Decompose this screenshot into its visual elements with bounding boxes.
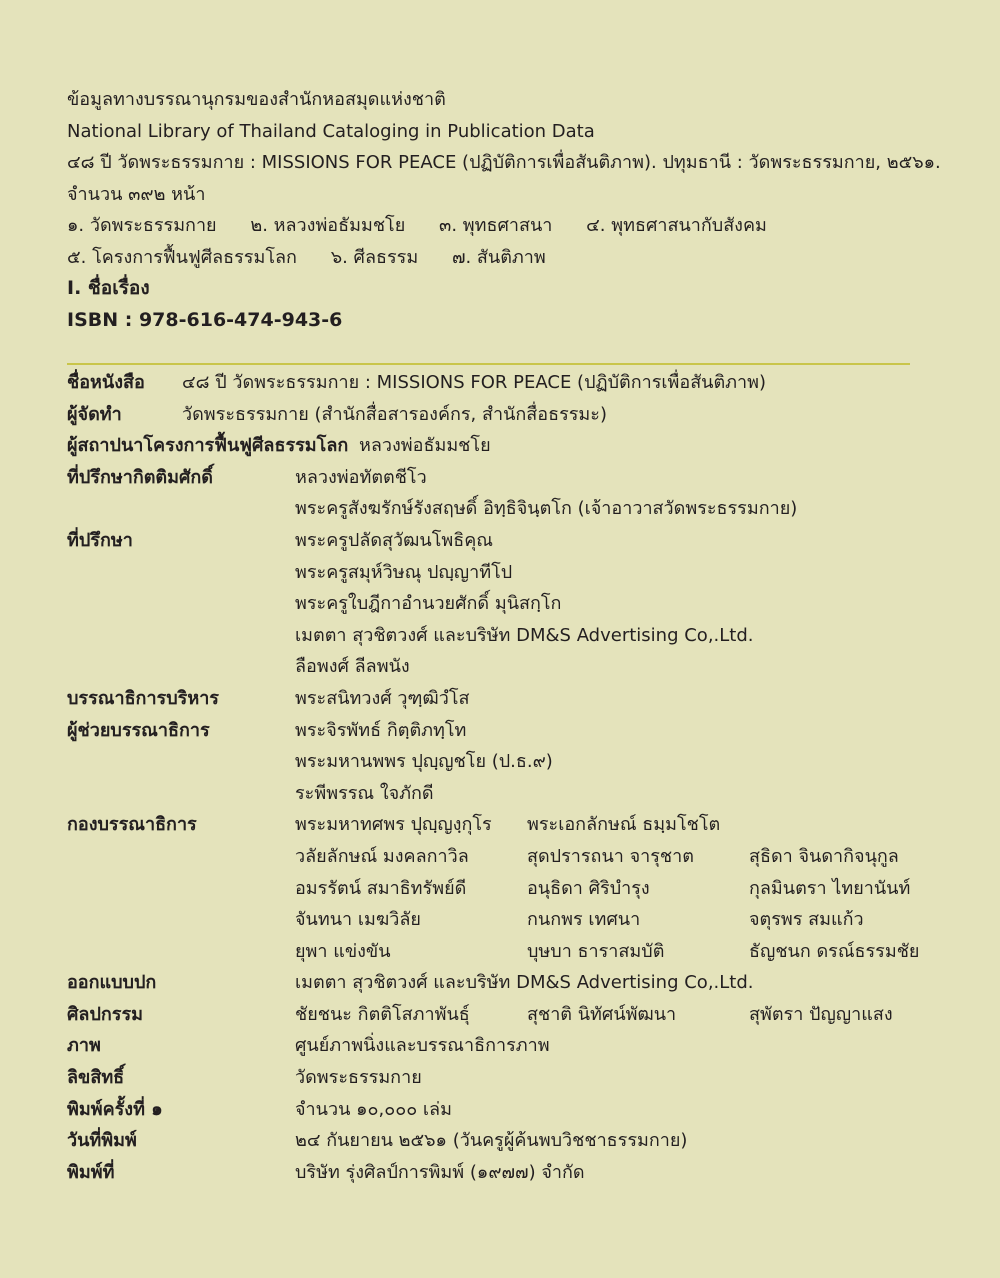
credit-label: บรรณาธิการบริหาร [67,687,219,709]
subject-item: ๖. ศีลธรรม [330,246,419,268]
cip-subjects-row-2 [67,242,947,274]
credit-row-founder [67,430,947,462]
credit-value: ระพีพรรณ ใจภักดี [295,782,434,804]
credit-value: พระสนิทวงศ์ วุฑฺฒิวํโส [295,687,470,709]
divider [67,363,910,365]
credit-row-producer [67,399,947,431]
credit-row-cover-design [67,967,947,999]
credit-row-continued [67,873,947,905]
credit-value: วลัยลักษณ์ มงคลกาวิล [295,845,469,867]
credit-row-editorial-board [67,809,947,841]
credit-row-honorary-advisors [67,462,947,494]
credit-row-printer [67,1157,947,1189]
credit-value: พระครูปลัดสุวัฒนโพธิคุณ [295,529,493,551]
credit-value: หลวงพ่อธัมมชโย [359,435,491,457]
credit-row-print-date [67,1125,947,1157]
credit-row-copyright [67,1062,947,1094]
credit-label: ชื่อหนังสือ [67,372,145,393]
credit-label: ที่ปรึกษากิตติมศักดิ์ [67,466,213,488]
subject-item: ๓. พุทธศาสนา [439,215,553,236]
cip-pages: จำนวน ๓๙๒ หน้า [67,183,206,205]
credit-value: พระมหานพพร ปุญฺญชโย (ป.ธ.๙) [295,751,553,773]
credit-value: พระมหาทศพร ปุญฺญงฺกุโร [295,814,492,836]
credit-row-continued [67,651,947,683]
credit-label: ผู้จัดทำ [67,403,122,425]
credit-label: กองบรรณาธิการ [67,814,197,836]
subject-item: ๕. โครงการฟื้นฟูศีลธรรมโลก [67,246,297,268]
credit-value: จันทนา เมฆวิลัย [295,909,421,931]
credit-row-asst-editor [67,715,947,747]
cip-heading-english: National Library of Thailand Cataloging in Publication Data [67,120,595,142]
credit-value: จำนวน ๑๐,๐๐๐ เล่ม [295,1098,452,1120]
credit-value: ยุพา แข่งขัน [295,940,391,962]
credit-value: สุชาติ นิทัศน์พัฒนา [527,1003,677,1025]
credit-value: เมตตา สุวชิตวงศ์ และบริษัท DM&S Advertising Co,.Ltd. [295,624,754,646]
subject-item: ๔. พุทธศาสนากับสังคม [586,215,767,236]
cip-heading-thai: ข้อมูลทางบรรณานุกรมของสำนักหอสมุดแห่งชาติ [67,89,446,110]
credit-value: ธัญชนก ดรณ์ธรรมชัย [749,940,920,962]
cip-title-heading: I. ชื่อเรื่อง [67,277,150,299]
credit-value: บุษบา ธาราสมบัติ [527,940,665,962]
credit-value: ๒๔ กันยายน ๒๕๖๑ (วันครูผู้ค้นพบวิชชาธรรมกาย) [295,1130,688,1152]
subject-item: ๒. หลวงพ่อธัมมชโย [250,215,406,236]
credit-label: พิมพ์ที่ [67,1161,115,1183]
credit-value: เมตตา สุวชิตวงศ์ และบริษัท DM&S Advertising Co,.Ltd. [295,972,754,994]
credit-row-advisors [67,525,947,557]
credit-label: ศิลปกรรม [67,1003,143,1025]
cip-isbn: ISBN : 978-616-474-943-6 [67,308,343,331]
credit-label: ลิขสิทธิ์ [67,1067,125,1089]
credit-value: วัดพระธรรมกาย [295,1067,422,1089]
credit-value: วัดพระธรรมกาย (สำนักสื่อสารองค์กร, สำนักสื่อธรรมะ) [182,403,607,425]
cip-subjects-row-1 [67,210,947,242]
credit-row-book-title [67,367,947,399]
credit-row-continued [67,557,947,589]
credit-value: พระครูใบฎีกาอำนวยศักดิ์ มุนิสกฺโก [295,593,562,615]
subject-item: ๗. สันติภาพ [451,246,546,268]
credit-row-photos [67,1030,947,1062]
cip-entry: ๔๘ ปี วัดพระธรรมกาย : MISSIONS FOR PEACE (ปฏิบัติการเพื่อสันติภาพ). ปทุมธานี : วัดพระธรรมกาย, ๒๕๖๑. [67,152,941,173]
credit-value: ๔๘ ปี วัดพระธรรมกาย : MISSIONS FOR PEACE (ปฏิบัติการเพื่อสันติภาพ) [182,372,767,393]
credit-value: สุธิดา จินดากิจนุกูล [749,845,899,867]
credit-value: กนกพร เทศนา [527,909,641,931]
credit-value: บริษัท รุ่งศิลป์การพิมพ์ (๑๙๗๗) จำกัด [295,1161,585,1183]
credit-row-art [67,999,947,1031]
credit-row-continued [67,588,947,620]
credit-label: ที่ปรึกษา [67,529,133,551]
credit-value: สุพัตรา ปัญญาแสง [749,1003,893,1025]
credit-value: พระครูสมุห์วิษณุ ปญฺญาทีโป [295,561,513,583]
credit-row-exec-editor [67,683,947,715]
credit-row-first-print [67,1094,947,1126]
credit-value: อนุธิดา ศิริบำรุง [527,877,650,899]
credits-block [67,367,947,1188]
credit-value: พระจิรพัทธ์ กิตฺติภทฺโท [295,719,467,741]
credit-row-continued [67,746,947,778]
credit-value: ชัยชนะ กิตติโสภาพันธุ์ [295,1003,470,1025]
credit-value: อมรรัตน์ สมาธิทรัพย์ดี [295,877,467,899]
credit-label: ออกแบบปก [67,972,157,994]
credit-row-continued [67,493,947,525]
credit-label: ผู้สถาปนาโครงการฟื้นฟูศีลธรรมโลก [67,435,349,457]
credit-value: ลือพงศ์ ลีลพนัง [295,656,410,678]
credit-label: ภาพ [67,1035,101,1057]
credit-value: สุดปรารถนา จารุชาต [527,845,694,867]
credit-value: ศูนย์ภาพนิ่งและบรรณาธิการภาพ [295,1035,550,1057]
credit-label: วันที่พิมพ์ [67,1130,137,1152]
credit-value: พระครูสังฆรักษ์รังสฤษดิ์ อิทฺธิจินฺตโก (เจ้าอาวาสวัดพระธรรมกาย) [295,498,798,520]
credit-row-continued [67,904,947,936]
credit-row-continued [67,620,947,652]
credit-value: กุลมินตรา ไทยานันท์ [749,877,911,899]
credit-value: หลวงพ่อทัตตชีโว [295,466,427,488]
credit-row-continued [67,841,947,873]
credit-label: พิมพ์ครั้งที่ ๑ [67,1098,163,1120]
credit-value: พระเอกลักษณ์ ธมฺมโชโต [527,814,721,836]
credit-row-continued [67,778,947,810]
credit-label: ผู้ช่วยบรรณาธิการ [67,719,210,741]
subject-item: ๑. วัดพระธรรมกาย [67,215,217,236]
credit-value: จตุรพร สมแก้ว [749,909,864,931]
credit-row-continued [67,936,947,968]
cip-block [67,84,947,336]
